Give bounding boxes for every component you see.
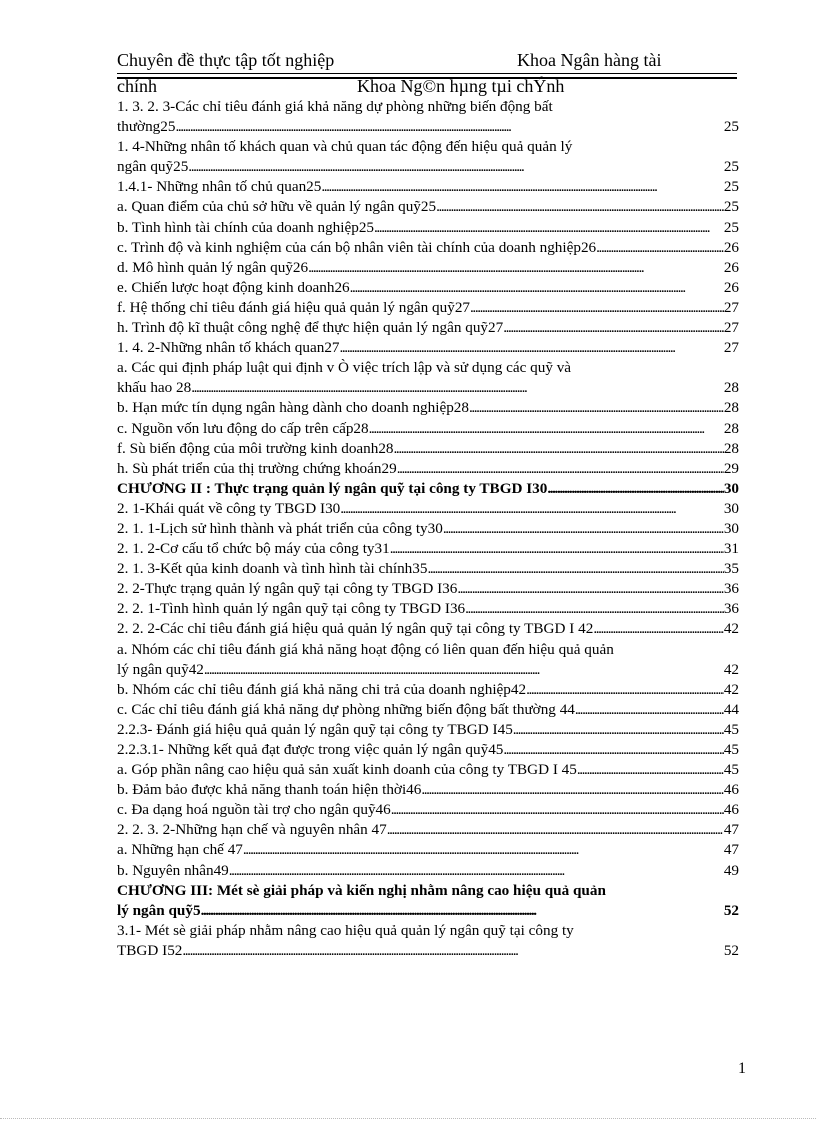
toc-dot-leader bbox=[503, 740, 723, 760]
toc-entry-line bbox=[117, 921, 739, 941]
toc-entry-text: CHƯƠNG III: Mét sè giải pháp và kiến nghị nhằm nâng cao hiệu quả quản bbox=[117, 881, 606, 899]
toc-entry-text: h. Trình độ kĩ thuật công nghệ để thực hiện quản lý ngân quỹ27 bbox=[117, 319, 504, 337]
toc-page-number: 25 bbox=[723, 198, 739, 216]
toc-entry-text: 2.2.3.1- Những kết quả đạt được trong việc quản lý ngân quỹ45 bbox=[117, 741, 504, 758]
toc-dot-leader bbox=[465, 599, 724, 619]
toc-entry-line bbox=[117, 539, 739, 559]
toc-dot-leader bbox=[350, 278, 724, 298]
toc-entry-line bbox=[117, 740, 739, 760]
toc-entry-line bbox=[117, 318, 739, 338]
toc-entry-text: e. Chiến lược hoạt động kinh doanh26 bbox=[117, 278, 350, 296]
toc-entry-text: b. Tình hình tài chính của doanh nghiệp25 bbox=[117, 218, 375, 236]
toc-entry-line bbox=[117, 218, 739, 238]
toc-page-number: 25 bbox=[723, 158, 739, 176]
toc-entry-line bbox=[117, 700, 739, 720]
toc-entry-text: 1. 4-Những nhân tố khách quan và chủ quan tác động đến hiệu quả quản lý bbox=[117, 138, 573, 156]
toc-entry-text: 2. 2. 1-Tình hình quản lý ngân quỹ tại công ty TBGD I36 bbox=[117, 600, 466, 618]
toc-page-number: 44 bbox=[723, 700, 739, 718]
header-rule bbox=[117, 73, 737, 74]
toc-entry-text: b. Đảm bảo được khả năng thanh toán hiện thời46 bbox=[117, 781, 422, 799]
toc-entry-line bbox=[117, 881, 739, 901]
toc-entry-text: a. Góp phần nâng cao hiệu quả sản xuất kinh doanh của công ty TBGD I 45 bbox=[117, 761, 577, 779]
toc-entry-text: a. Nhóm các chỉ tiêu đánh giá khả năng hoạt động có liên quan đến hiệu quả quản bbox=[117, 640, 614, 658]
toc-entry-text: 3.1- Mét sè giải pháp nhằm nâng cao hiệu quả quản lý ngân quỹ tại công ty bbox=[117, 921, 574, 939]
toc-dot-leader bbox=[575, 700, 724, 720]
toc-page-number: 46 bbox=[723, 781, 739, 799]
toc-page-number: 36 bbox=[723, 580, 739, 598]
toc-dot-leader bbox=[596, 238, 724, 258]
toc-entry-text: 2. 1. 2-Cơ cấu tổ chức bộ máy của công ty31 bbox=[117, 540, 390, 558]
toc-entry-line bbox=[117, 820, 739, 840]
toc-entry-text: a. Các qui định pháp luật qui định v Ò việc trích lập và sử dụng các quỹ và bbox=[117, 359, 572, 377]
header-department: Khoa Ngân hàng tài bbox=[517, 50, 662, 70]
toc-page-number: 47 bbox=[723, 821, 739, 839]
toc-dot-leader bbox=[340, 499, 724, 519]
toc-dot-leader bbox=[397, 459, 724, 479]
toc-entry-line bbox=[117, 419, 739, 439]
toc-page-number: 45 bbox=[723, 761, 739, 779]
toc-entry-line bbox=[117, 117, 739, 137]
toc-entry-text: thường25 bbox=[117, 118, 176, 136]
toc-page-number: 30 bbox=[723, 479, 739, 497]
toc-entry-text: h. Sù phát triển của thị trường chứng khoán29 bbox=[117, 459, 397, 477]
toc-entry-text: c. Nguồn vốn lưu động do cấp trên cấp28 bbox=[117, 419, 369, 437]
toc-entry-line bbox=[117, 258, 739, 278]
toc-entry-text: b. Nhóm các chỉ tiêu đánh giá khả năng chi trả của doanh nghiệp42 bbox=[117, 680, 527, 698]
toc-entry-line bbox=[117, 177, 739, 197]
toc-entry-line bbox=[117, 579, 739, 599]
toc-entry-text: 2. 2. 3. 2-Những hạn chế và nguyên nhân 47 bbox=[117, 821, 387, 839]
toc-page-number: 42 bbox=[723, 680, 739, 698]
page-bottom-border bbox=[0, 1118, 816, 1119]
table-of-contents bbox=[117, 97, 739, 961]
toc-entry-text: 2. 1-Khái quát về công ty TBGD I30 bbox=[117, 499, 341, 517]
toc-dot-leader bbox=[182, 941, 723, 961]
toc-entry-line bbox=[117, 760, 739, 780]
toc-page-number: 25 bbox=[723, 118, 739, 136]
toc-dot-leader bbox=[204, 660, 724, 680]
toc-dot-leader bbox=[308, 258, 724, 278]
toc-entry-text: 2. 1. 3-Kết qủa kinh doanh và tình hình tài chính35 bbox=[117, 560, 428, 578]
toc-entry-line bbox=[117, 901, 739, 921]
toc-entry-text: 2.2.3- Đánh giá hiệu quả quản lý ngân quỹ tại công ty TBGD I45 bbox=[117, 720, 513, 738]
toc-entry-line bbox=[117, 660, 739, 680]
toc-entry-text: khấu hao 28 bbox=[117, 379, 192, 397]
toc-entry-text: lý ngân quỹ5 bbox=[117, 901, 201, 919]
toc-entry-line bbox=[117, 861, 739, 881]
toc-dot-leader bbox=[457, 579, 723, 599]
toc-dot-leader bbox=[191, 378, 724, 398]
toc-page-number: 45 bbox=[723, 741, 739, 758]
toc-dot-leader bbox=[340, 338, 724, 358]
toc-page-number: 28 bbox=[723, 399, 739, 417]
toc-entry-line bbox=[117, 640, 739, 660]
toc-entry-text: 2. 1. 1-Lịch sử hình thành và phát triển của công ty30 bbox=[117, 519, 443, 537]
toc-page-number: 26 bbox=[723, 238, 739, 256]
toc-page-number: 49 bbox=[723, 861, 739, 879]
toc-entry-text: 2. 2. 2-Các chỉ tiêu đánh giá hiệu quả quản lý ngân quỹ tại công ty TBGD I 42 bbox=[117, 620, 594, 638]
toc-page-number: 25 bbox=[723, 218, 739, 236]
toc-page-number: 46 bbox=[723, 801, 739, 819]
toc-entry-line bbox=[117, 358, 739, 378]
toc-entry-text: f. Sù biến động của môi trường kinh doanh28 bbox=[117, 439, 394, 457]
toc-entry-line bbox=[117, 720, 739, 740]
toc-entry-text: b. Hạn mức tín dụng ngân hàng dành cho doanh nghiệp28 bbox=[117, 399, 469, 417]
toc-entry-text: f. Hệ thống chỉ tiêu đánh giá hiệu quả quản lý ngân quỹ27 bbox=[117, 298, 471, 316]
toc-entry-line bbox=[117, 680, 739, 700]
toc-page-number: 45 bbox=[723, 720, 739, 738]
toc-entry-line bbox=[117, 378, 739, 398]
toc-entry-line bbox=[117, 479, 739, 499]
toc-page-number: 36 bbox=[723, 600, 739, 618]
toc-dot-leader bbox=[427, 559, 723, 579]
toc-entry-line bbox=[117, 459, 739, 479]
toc-entry-line bbox=[117, 238, 739, 258]
toc-dot-leader bbox=[387, 820, 724, 840]
toc-entry-line bbox=[117, 800, 739, 820]
toc-dot-leader bbox=[390, 539, 724, 559]
toc-dot-leader bbox=[369, 419, 724, 439]
toc-page-number: 28 bbox=[723, 419, 739, 437]
toc-entry-line bbox=[117, 941, 739, 961]
toc-entry-text: c. Đa dạng hoá nguồn tài trợ cho ngân quỹ46 bbox=[117, 801, 391, 819]
toc-page-number: 27 bbox=[723, 319, 739, 337]
toc-entry-text: 1.4.1- Những nhân tố chủ quan25 bbox=[117, 178, 322, 196]
toc-entry-line bbox=[117, 197, 739, 217]
toc-entry-line bbox=[117, 298, 739, 318]
toc-dot-leader bbox=[443, 519, 724, 539]
toc-entry-text: a. Những hạn chế 47 bbox=[117, 841, 243, 859]
toc-entry-line bbox=[117, 137, 739, 157]
toc-entry-text: TBGD I52 bbox=[117, 941, 183, 959]
toc-dot-leader bbox=[526, 680, 724, 700]
header-garbled-watermark: Khoa Ng©n hµng tµi chÝnh bbox=[357, 76, 565, 96]
toc-dot-leader bbox=[470, 298, 724, 318]
toc-dot-leader bbox=[436, 197, 724, 217]
toc-entry-text: ngân quỹ25 bbox=[117, 158, 189, 176]
toc-entry-text: a. Quan điểm của chủ sở hữu về quản lý ngân quỹ25 bbox=[117, 198, 437, 216]
toc-entry-line bbox=[117, 338, 739, 358]
toc-dot-leader bbox=[374, 218, 724, 238]
toc-entry-line bbox=[117, 840, 739, 860]
toc-page-number: 30 bbox=[723, 499, 739, 517]
toc-dot-leader bbox=[321, 177, 723, 197]
toc-dot-leader bbox=[391, 800, 724, 820]
toc-entry-line bbox=[117, 599, 739, 619]
toc-dot-leader bbox=[188, 157, 724, 177]
toc-dot-leader bbox=[243, 840, 724, 860]
toc-entry-line bbox=[117, 619, 739, 639]
toc-dot-leader bbox=[503, 318, 724, 338]
toc-dot-leader bbox=[201, 901, 724, 921]
toc-page-number: 25 bbox=[723, 178, 739, 196]
toc-page-number: 29 bbox=[723, 459, 739, 477]
toc-page-number: 28 bbox=[723, 379, 739, 397]
toc-entry-text: 2. 2-Thực trạng quản lý ngân quỹ tại công ty TBGD I36 bbox=[117, 580, 458, 598]
toc-entry-line bbox=[117, 398, 739, 418]
toc-entry-line bbox=[117, 439, 739, 459]
toc-entry-line bbox=[117, 780, 739, 800]
toc-entry-text: 1. 3. 2. 3-Các chỉ tiêu đánh giá khả năng dự phòng những biến động bất bbox=[117, 98, 553, 115]
toc-page-number: 30 bbox=[723, 519, 739, 537]
toc-page-number: 27 bbox=[723, 298, 739, 316]
toc-entry-text: lý ngân quỹ42 bbox=[117, 660, 204, 678]
page-number: 1 bbox=[738, 1060, 746, 1077]
toc-dot-leader bbox=[513, 720, 724, 740]
toc-page-number: 52 bbox=[723, 941, 739, 959]
toc-page-number: 26 bbox=[723, 258, 739, 276]
toc-dot-leader bbox=[547, 479, 723, 499]
toc-entry-text: d. Mô hình quản lý ngân quỹ26 bbox=[117, 258, 309, 276]
toc-entry-line bbox=[117, 97, 739, 117]
toc-page-number: 42 bbox=[723, 620, 739, 638]
toc-page-number: 42 bbox=[723, 660, 739, 678]
toc-dot-leader bbox=[593, 619, 723, 639]
toc-page-number: 47 bbox=[723, 841, 739, 859]
toc-page-number: 27 bbox=[723, 339, 739, 357]
toc-page-number: 52 bbox=[723, 901, 739, 919]
toc-dot-leader bbox=[421, 780, 723, 800]
toc-dot-leader bbox=[394, 439, 724, 459]
toc-entry-line bbox=[117, 499, 739, 519]
toc-dot-leader bbox=[469, 398, 724, 418]
toc-entry-text: c. Trình độ và kinh nghiệm của cán bộ nhân viên tài chính của doanh nghiệp26 bbox=[117, 238, 597, 256]
toc-entry-text: CHƯƠNG II : Thực trạng quản lý ngân quỹ tại công ty TBGD I30 bbox=[117, 479, 548, 497]
toc-page-number: 26 bbox=[723, 278, 739, 296]
toc-page-number: 31 bbox=[723, 540, 739, 558]
toc-entry-text: b. Nguyên nhân49 bbox=[117, 861, 229, 879]
toc-entry-line bbox=[117, 278, 739, 298]
toc-page-number: 35 bbox=[723, 560, 739, 578]
toc-dot-leader bbox=[577, 760, 724, 780]
toc-entry-text: 1. 4. 2-Những nhân tố khách quan27 bbox=[117, 339, 340, 357]
toc-entry-line bbox=[117, 519, 739, 539]
header-title: Chuyên đề thực tập tốt nghiệp bbox=[117, 50, 335, 70]
header-continuation: chính bbox=[117, 76, 157, 96]
toc-entry-line bbox=[117, 157, 739, 177]
toc-entry-line bbox=[117, 559, 739, 579]
toc-dot-leader bbox=[175, 117, 723, 137]
toc-dot-leader bbox=[229, 861, 724, 881]
toc-entry-text: c. Các chỉ tiêu đánh giá khả năng dự phòng những biến động bất thường 44 bbox=[117, 700, 575, 718]
toc-page-number: 28 bbox=[723, 439, 739, 457]
